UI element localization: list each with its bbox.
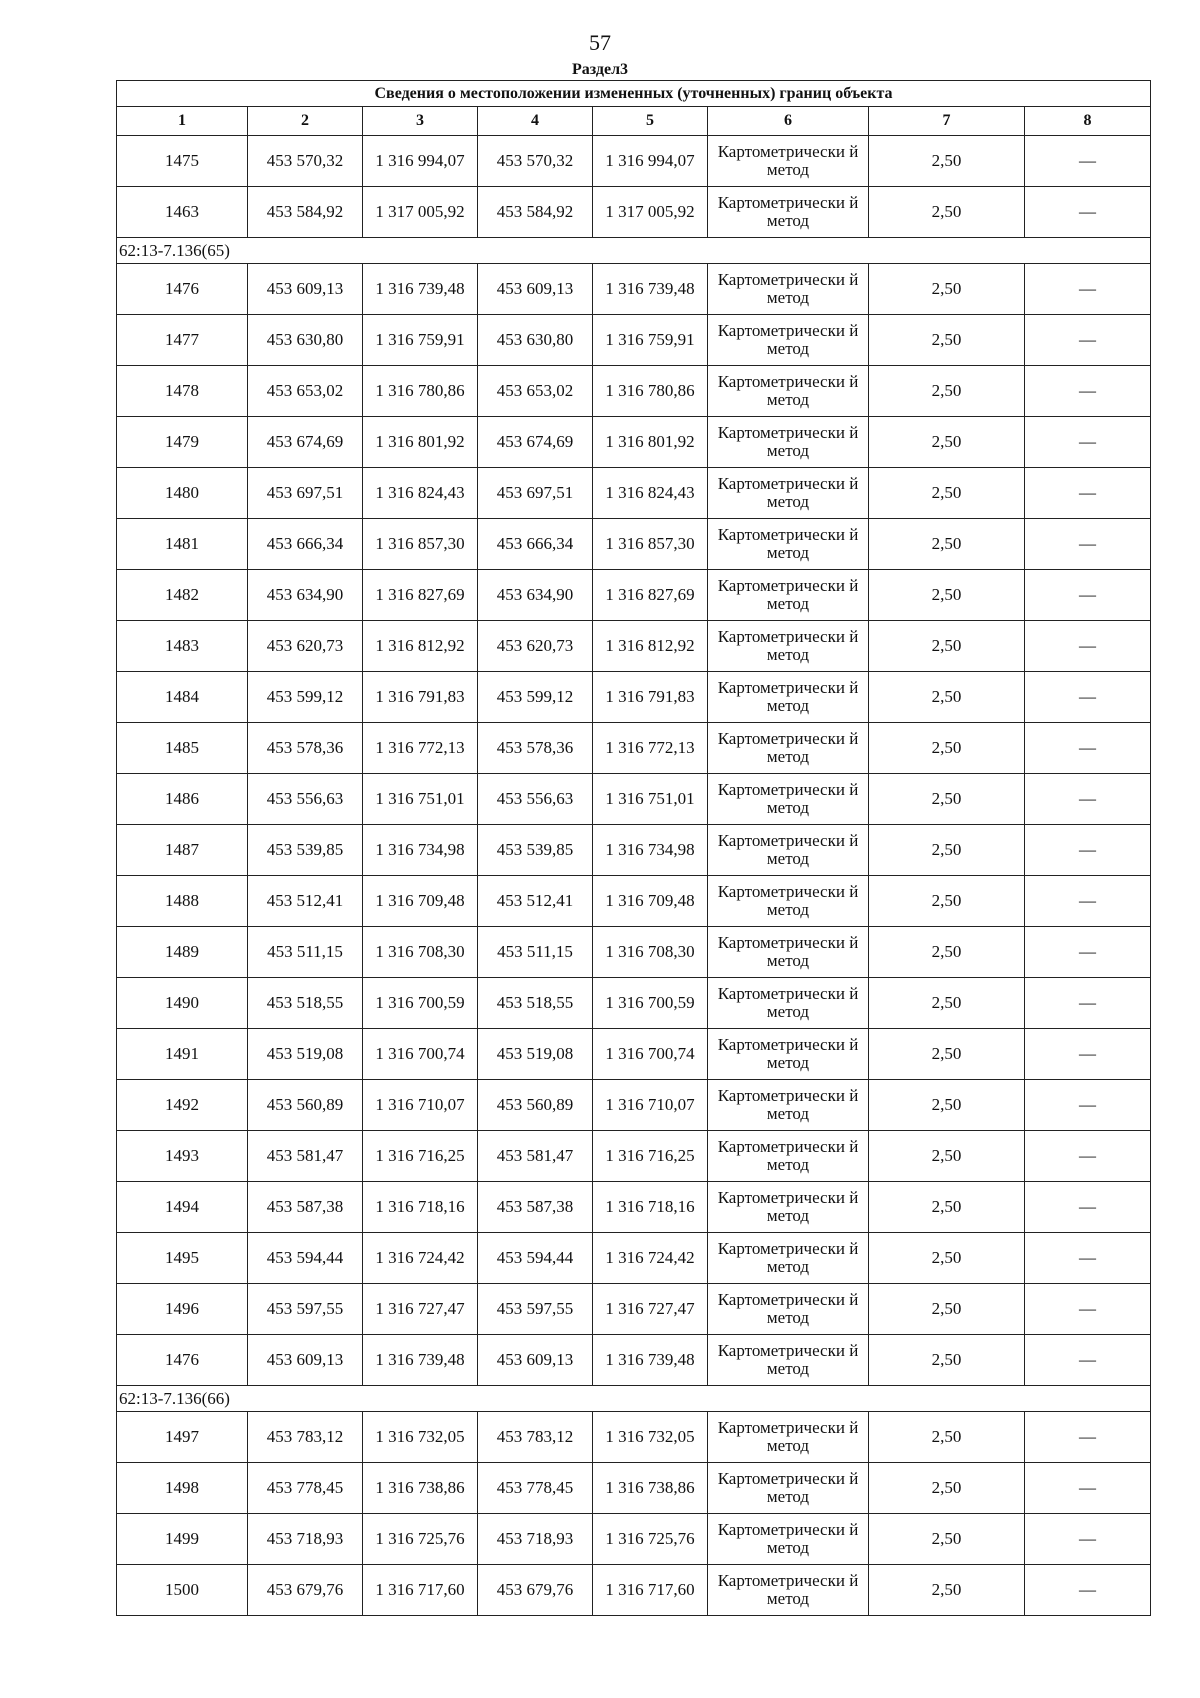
table-row bbox=[117, 1412, 1151, 1463]
new-coord-x-cell: 453 581,47 bbox=[478, 1131, 593, 1182]
point-number-cell: 1476 bbox=[117, 1335, 248, 1386]
new-coord-y-cell: 1 316 791,83 bbox=[593, 672, 708, 723]
table-row bbox=[117, 1131, 1151, 1182]
new-coord-y-cell: 1 316 751,01 bbox=[593, 774, 708, 825]
column-number: 8 bbox=[1025, 107, 1151, 136]
table-row bbox=[117, 1029, 1151, 1080]
coord-x-cell: 453 587,38 bbox=[248, 1182, 363, 1233]
point-number-cell: 1487 bbox=[117, 825, 248, 876]
new-coord-x-cell: 453 512,41 bbox=[478, 876, 593, 927]
new-coord-y-cell: 1 316 772,13 bbox=[593, 723, 708, 774]
coord-x-cell: 453 630,80 bbox=[248, 315, 363, 366]
accuracy-cell: 2,50 bbox=[869, 672, 1025, 723]
method-cell: Картометрически й метод bbox=[708, 1029, 869, 1080]
coord-x-cell: 453 697,51 bbox=[248, 468, 363, 519]
point-number-cell: 1489 bbox=[117, 927, 248, 978]
new-coord-y-cell: 1 316 994,07 bbox=[593, 136, 708, 187]
description-cell: — bbox=[1025, 519, 1151, 570]
accuracy-cell: 2,50 bbox=[869, 876, 1025, 927]
coord-y-cell: 1 316 739,48 bbox=[363, 1335, 478, 1386]
accuracy-cell: 2,50 bbox=[869, 1182, 1025, 1233]
point-number-cell: 1477 bbox=[117, 315, 248, 366]
description-cell: — bbox=[1025, 876, 1151, 927]
coord-x-cell: 453 511,15 bbox=[248, 927, 363, 978]
method-cell: Картометрически й метод bbox=[708, 1335, 869, 1386]
method-cell: Картометрически й метод bbox=[708, 978, 869, 1029]
method-cell: Картометрически й метод bbox=[708, 1412, 869, 1463]
new-coord-y-cell: 1 316 780,86 bbox=[593, 366, 708, 417]
point-number-cell: 1480 bbox=[117, 468, 248, 519]
point-number-cell: 1475 bbox=[117, 136, 248, 187]
column-number: 4 bbox=[478, 107, 593, 136]
point-number-cell: 1488 bbox=[117, 876, 248, 927]
coord-x-cell: 453 512,41 bbox=[248, 876, 363, 927]
table-row bbox=[117, 187, 1151, 238]
accuracy-cell: 2,50 bbox=[869, 264, 1025, 315]
coord-x-cell: 453 518,55 bbox=[248, 978, 363, 1029]
description-cell: — bbox=[1025, 264, 1151, 315]
new-coord-x-cell: 453 697,51 bbox=[478, 468, 593, 519]
table-row bbox=[117, 723, 1151, 774]
accuracy-cell: 2,50 bbox=[869, 1080, 1025, 1131]
new-coord-y-cell: 1 316 739,48 bbox=[593, 264, 708, 315]
coord-y-cell: 1 316 724,42 bbox=[363, 1233, 478, 1284]
table-row bbox=[117, 774, 1151, 825]
new-coord-y-cell: 1 316 857,30 bbox=[593, 519, 708, 570]
description-cell: — bbox=[1025, 1284, 1151, 1335]
point-number-cell: 1479 bbox=[117, 417, 248, 468]
table-row bbox=[117, 570, 1151, 621]
table-row bbox=[117, 366, 1151, 417]
table-row bbox=[117, 978, 1151, 1029]
point-number-cell: 1493 bbox=[117, 1131, 248, 1182]
coord-x-cell: 453 634,90 bbox=[248, 570, 363, 621]
new-coord-x-cell: 453 570,32 bbox=[478, 136, 593, 187]
coord-y-cell: 1 316 717,60 bbox=[363, 1565, 478, 1616]
coord-x-cell: 453 718,93 bbox=[248, 1514, 363, 1565]
method-cell: Картометрически й метод bbox=[708, 774, 869, 825]
coord-y-cell: 1 316 718,16 bbox=[363, 1182, 478, 1233]
accuracy-cell: 2,50 bbox=[869, 978, 1025, 1029]
page-number: 57 bbox=[589, 30, 611, 55]
description-cell: — bbox=[1025, 1131, 1151, 1182]
coord-y-cell: 1 316 700,59 bbox=[363, 978, 478, 1029]
column-number-row bbox=[117, 107, 1151, 136]
description-cell: — bbox=[1025, 1233, 1151, 1284]
point-number-cell: 1482 bbox=[117, 570, 248, 621]
new-coord-y-cell: 1 316 812,92 bbox=[593, 621, 708, 672]
accuracy-cell: 2,50 bbox=[869, 1029, 1025, 1080]
new-coord-x-cell: 453 783,12 bbox=[478, 1412, 593, 1463]
coord-x-cell: 453 560,89 bbox=[248, 1080, 363, 1131]
coord-y-cell: 1 316 709,48 bbox=[363, 876, 478, 927]
description-cell: — bbox=[1025, 187, 1151, 238]
coord-y-cell: 1 316 732,05 bbox=[363, 1412, 478, 1463]
method-cell: Картометрически й метод bbox=[708, 1080, 869, 1131]
accuracy-cell: 2,50 bbox=[869, 519, 1025, 570]
method-cell: Картометрически й метод bbox=[708, 723, 869, 774]
new-coord-x-cell: 453 634,90 bbox=[478, 570, 593, 621]
table-row bbox=[117, 1080, 1151, 1131]
point-number-cell: 1481 bbox=[117, 519, 248, 570]
table-body bbox=[117, 136, 1151, 1616]
new-coord-x-cell: 453 518,55 bbox=[478, 978, 593, 1029]
accuracy-cell: 2,50 bbox=[869, 1335, 1025, 1386]
description-cell: — bbox=[1025, 468, 1151, 519]
table-row bbox=[117, 1182, 1151, 1233]
new-coord-y-cell: 1 316 824,43 bbox=[593, 468, 708, 519]
column-number: 1 bbox=[117, 107, 248, 136]
table-row bbox=[117, 417, 1151, 468]
coord-x-cell: 453 674,69 bbox=[248, 417, 363, 468]
coord-y-cell: 1 316 725,76 bbox=[363, 1514, 478, 1565]
method-cell: Картометрически й метод bbox=[708, 187, 869, 238]
table-row bbox=[117, 264, 1151, 315]
table-row bbox=[117, 1233, 1151, 1284]
new-coord-x-cell: 453 718,93 bbox=[478, 1514, 593, 1565]
coord-y-cell: 1 316 708,30 bbox=[363, 927, 478, 978]
section-row bbox=[117, 1386, 1151, 1412]
point-number-cell: 1500 bbox=[117, 1565, 248, 1616]
new-coord-y-cell: 1 316 716,25 bbox=[593, 1131, 708, 1182]
method-cell: Картометрически й метод bbox=[708, 621, 869, 672]
description-cell: — bbox=[1025, 1412, 1151, 1463]
accuracy-cell: 2,50 bbox=[869, 417, 1025, 468]
column-number: 3 bbox=[363, 107, 478, 136]
new-coord-x-cell: 453 630,80 bbox=[478, 315, 593, 366]
coord-y-cell: 1 316 700,74 bbox=[363, 1029, 478, 1080]
new-coord-y-cell: 1 316 734,98 bbox=[593, 825, 708, 876]
point-number-cell: 1478 bbox=[117, 366, 248, 417]
table-row bbox=[117, 315, 1151, 366]
new-coord-y-cell: 1 316 827,69 bbox=[593, 570, 708, 621]
new-coord-x-cell: 453 519,08 bbox=[478, 1029, 593, 1080]
coord-x-cell: 453 570,32 bbox=[248, 136, 363, 187]
table-caption: Сведения о местоположении измененных (уточненных) границ объекта bbox=[117, 81, 1151, 107]
table-row bbox=[117, 1463, 1151, 1514]
table-row bbox=[117, 825, 1151, 876]
new-coord-y-cell: 1 316 710,07 bbox=[593, 1080, 708, 1131]
new-coord-y-cell: 1 317 005,92 bbox=[593, 187, 708, 238]
new-coord-x-cell: 453 620,73 bbox=[478, 621, 593, 672]
point-number-cell: 1498 bbox=[117, 1463, 248, 1514]
coord-x-cell: 453 653,02 bbox=[248, 366, 363, 417]
method-cell: Картометрически й метод bbox=[708, 366, 869, 417]
description-cell: — bbox=[1025, 978, 1151, 1029]
point-number-cell: 1483 bbox=[117, 621, 248, 672]
method-cell: Картометрически й метод bbox=[708, 417, 869, 468]
point-number-cell: 1492 bbox=[117, 1080, 248, 1131]
point-number-cell: 1476 bbox=[117, 264, 248, 315]
new-coord-x-cell: 453 778,45 bbox=[478, 1463, 593, 1514]
method-cell: Картометрически й метод bbox=[708, 1514, 869, 1565]
point-number-cell: 1491 bbox=[117, 1029, 248, 1080]
coord-y-cell: 1 316 801,92 bbox=[363, 417, 478, 468]
new-coord-y-cell: 1 316 717,60 bbox=[593, 1565, 708, 1616]
accuracy-cell: 2,50 bbox=[869, 1131, 1025, 1182]
new-coord-y-cell: 1 316 759,91 bbox=[593, 315, 708, 366]
coord-x-cell: 453 597,55 bbox=[248, 1284, 363, 1335]
method-cell: Картометрически й метод bbox=[708, 468, 869, 519]
table-row bbox=[117, 1565, 1151, 1616]
coord-x-cell: 453 778,45 bbox=[248, 1463, 363, 1514]
description-cell: — bbox=[1025, 723, 1151, 774]
coord-y-cell: 1 316 738,86 bbox=[363, 1463, 478, 1514]
coord-y-cell: 1 316 791,83 bbox=[363, 672, 478, 723]
coord-x-cell: 453 783,12 bbox=[248, 1412, 363, 1463]
new-coord-x-cell: 453 560,89 bbox=[478, 1080, 593, 1131]
table-row bbox=[117, 927, 1151, 978]
table-row bbox=[117, 1335, 1151, 1386]
new-coord-x-cell: 453 511,15 bbox=[478, 927, 593, 978]
point-number-cell: 1496 bbox=[117, 1284, 248, 1335]
accuracy-cell: 2,50 bbox=[869, 366, 1025, 417]
coord-y-cell: 1 317 005,92 bbox=[363, 187, 478, 238]
coord-y-cell: 1 316 751,01 bbox=[363, 774, 478, 825]
coord-x-cell: 453 578,36 bbox=[248, 723, 363, 774]
coord-x-cell: 453 594,44 bbox=[248, 1233, 363, 1284]
description-cell: — bbox=[1025, 825, 1151, 876]
coord-y-cell: 1 316 710,07 bbox=[363, 1080, 478, 1131]
accuracy-cell: 2,50 bbox=[869, 927, 1025, 978]
description-cell: — bbox=[1025, 672, 1151, 723]
table-row bbox=[117, 672, 1151, 723]
new-coord-y-cell: 1 316 718,16 bbox=[593, 1182, 708, 1233]
point-number-cell: 1463 bbox=[117, 187, 248, 238]
coord-y-cell: 1 316 759,91 bbox=[363, 315, 478, 366]
method-cell: Картометрически й метод bbox=[708, 264, 869, 315]
description-cell: — bbox=[1025, 570, 1151, 621]
coord-x-cell: 453 679,76 bbox=[248, 1565, 363, 1616]
description-cell: — bbox=[1025, 621, 1151, 672]
new-coord-y-cell: 1 316 700,59 bbox=[593, 978, 708, 1029]
accuracy-cell: 2,50 bbox=[869, 1412, 1025, 1463]
new-coord-x-cell: 453 594,44 bbox=[478, 1233, 593, 1284]
point-number-cell: 1497 bbox=[117, 1412, 248, 1463]
accuracy-cell: 2,50 bbox=[869, 1514, 1025, 1565]
new-coord-x-cell: 453 599,12 bbox=[478, 672, 593, 723]
coord-y-cell: 1 316 780,86 bbox=[363, 366, 478, 417]
coord-y-cell: 1 316 716,25 bbox=[363, 1131, 478, 1182]
coord-x-cell: 453 609,13 bbox=[248, 264, 363, 315]
column-number: 7 bbox=[869, 107, 1025, 136]
point-number-cell: 1485 bbox=[117, 723, 248, 774]
new-coord-y-cell: 1 316 708,30 bbox=[593, 927, 708, 978]
point-number-cell: 1494 bbox=[117, 1182, 248, 1233]
new-coord-y-cell: 1 316 724,42 bbox=[593, 1233, 708, 1284]
method-cell: Картометрически й метод bbox=[708, 1463, 869, 1514]
new-coord-x-cell: 453 587,38 bbox=[478, 1182, 593, 1233]
point-number-cell: 1495 bbox=[117, 1233, 248, 1284]
accuracy-cell: 2,50 bbox=[869, 315, 1025, 366]
method-cell: Картометрически й метод bbox=[708, 570, 869, 621]
section-label: 62:13-7.136(65) bbox=[117, 238, 1151, 264]
description-cell: — bbox=[1025, 1565, 1151, 1616]
accuracy-cell: 2,50 bbox=[869, 136, 1025, 187]
coord-x-cell: 453 519,08 bbox=[248, 1029, 363, 1080]
method-cell: Картометрически й метод bbox=[708, 876, 869, 927]
method-cell: Картометрически й метод bbox=[708, 1182, 869, 1233]
new-coord-y-cell: 1 316 801,92 bbox=[593, 417, 708, 468]
method-cell: Картометрически й метод bbox=[708, 825, 869, 876]
accuracy-cell: 2,50 bbox=[869, 1565, 1025, 1616]
new-coord-x-cell: 453 679,76 bbox=[478, 1565, 593, 1616]
accuracy-cell: 2,50 bbox=[869, 187, 1025, 238]
description-cell: — bbox=[1025, 417, 1151, 468]
coordinates-table bbox=[116, 80, 1151, 1616]
coord-y-cell: 1 316 857,30 bbox=[363, 519, 478, 570]
new-coord-x-cell: 453 597,55 bbox=[478, 1284, 593, 1335]
new-coord-x-cell: 453 609,13 bbox=[478, 1335, 593, 1386]
point-number-cell: 1484 bbox=[117, 672, 248, 723]
coord-y-cell: 1 316 824,43 bbox=[363, 468, 478, 519]
new-coord-y-cell: 1 316 700,74 bbox=[593, 1029, 708, 1080]
table-row bbox=[117, 1514, 1151, 1565]
point-number-cell: 1486 bbox=[117, 774, 248, 825]
description-cell: — bbox=[1025, 315, 1151, 366]
coord-x-cell: 453 609,13 bbox=[248, 1335, 363, 1386]
new-coord-y-cell: 1 316 739,48 bbox=[593, 1335, 708, 1386]
coord-x-cell: 453 581,47 bbox=[248, 1131, 363, 1182]
accuracy-cell: 2,50 bbox=[869, 1463, 1025, 1514]
coord-y-cell: 1 316 812,92 bbox=[363, 621, 478, 672]
method-cell: Картометрически й метод bbox=[708, 136, 869, 187]
accuracy-cell: 2,50 bbox=[869, 570, 1025, 621]
method-cell: Картометрически й метод bbox=[708, 315, 869, 366]
description-cell: — bbox=[1025, 1029, 1151, 1080]
accuracy-cell: 2,50 bbox=[869, 621, 1025, 672]
new-coord-y-cell: 1 316 738,86 bbox=[593, 1463, 708, 1514]
new-coord-x-cell: 453 666,34 bbox=[478, 519, 593, 570]
coord-y-cell: 1 316 739,48 bbox=[363, 264, 478, 315]
coord-y-cell: 1 316 727,47 bbox=[363, 1284, 478, 1335]
description-cell: — bbox=[1025, 774, 1151, 825]
description-cell: — bbox=[1025, 366, 1151, 417]
accuracy-cell: 2,50 bbox=[869, 468, 1025, 519]
new-coord-x-cell: 453 609,13 bbox=[478, 264, 593, 315]
section-row bbox=[117, 238, 1151, 264]
method-cell: Картометрически й метод bbox=[708, 672, 869, 723]
table-caption-row bbox=[117, 81, 1151, 107]
new-coord-x-cell: 453 653,02 bbox=[478, 366, 593, 417]
table-row bbox=[117, 519, 1151, 570]
method-cell: Картометрически й метод bbox=[708, 1233, 869, 1284]
accuracy-cell: 2,50 bbox=[869, 1284, 1025, 1335]
column-number: 6 bbox=[708, 107, 869, 136]
method-cell: Картометрически й метод bbox=[708, 927, 869, 978]
method-cell: Картометрически й метод bbox=[708, 1565, 869, 1616]
new-coord-x-cell: 453 539,85 bbox=[478, 825, 593, 876]
new-coord-x-cell: 453 578,36 bbox=[478, 723, 593, 774]
point-number-cell: 1499 bbox=[117, 1514, 248, 1565]
coord-y-cell: 1 316 734,98 bbox=[363, 825, 478, 876]
description-cell: — bbox=[1025, 1080, 1151, 1131]
description-cell: — bbox=[1025, 1463, 1151, 1514]
description-cell: — bbox=[1025, 1182, 1151, 1233]
coord-x-cell: 453 556,63 bbox=[248, 774, 363, 825]
description-cell: — bbox=[1025, 927, 1151, 978]
accuracy-cell: 2,50 bbox=[869, 723, 1025, 774]
accuracy-cell: 2,50 bbox=[869, 1233, 1025, 1284]
table-row bbox=[117, 876, 1151, 927]
table-row bbox=[117, 1284, 1151, 1335]
table-row bbox=[117, 621, 1151, 672]
description-cell: — bbox=[1025, 1335, 1151, 1386]
point-number-cell: 1490 bbox=[117, 978, 248, 1029]
description-cell: — bbox=[1025, 136, 1151, 187]
accuracy-cell: 2,50 bbox=[869, 825, 1025, 876]
column-number: 5 bbox=[593, 107, 708, 136]
new-coord-y-cell: 1 316 727,47 bbox=[593, 1284, 708, 1335]
coord-x-cell: 453 584,92 bbox=[248, 187, 363, 238]
table-row bbox=[117, 136, 1151, 187]
description-cell: — bbox=[1025, 1514, 1151, 1565]
accuracy-cell: 2,50 bbox=[869, 774, 1025, 825]
coord-x-cell: 453 539,85 bbox=[248, 825, 363, 876]
coord-y-cell: 1 316 827,69 bbox=[363, 570, 478, 621]
new-coord-y-cell: 1 316 725,76 bbox=[593, 1514, 708, 1565]
new-coord-x-cell: 453 674,69 bbox=[478, 417, 593, 468]
column-number: 2 bbox=[248, 107, 363, 136]
method-cell: Картометрически й метод bbox=[708, 519, 869, 570]
new-coord-x-cell: 453 584,92 bbox=[478, 187, 593, 238]
new-coord-y-cell: 1 316 732,05 bbox=[593, 1412, 708, 1463]
section-label: 62:13-7.136(66) bbox=[117, 1386, 1151, 1412]
method-cell: Картометрически й метод bbox=[708, 1131, 869, 1182]
coord-x-cell: 453 599,12 bbox=[248, 672, 363, 723]
coord-y-cell: 1 316 994,07 bbox=[363, 136, 478, 187]
table-row bbox=[117, 468, 1151, 519]
new-coord-x-cell: 453 556,63 bbox=[478, 774, 593, 825]
method-cell: Картометрически й метод bbox=[708, 1284, 869, 1335]
coord-y-cell: 1 316 772,13 bbox=[363, 723, 478, 774]
coord-x-cell: 453 666,34 bbox=[248, 519, 363, 570]
section-title: Раздел3 bbox=[571, 61, 629, 78]
coord-x-cell: 453 620,73 bbox=[248, 621, 363, 672]
new-coord-y-cell: 1 316 709,48 bbox=[593, 876, 708, 927]
